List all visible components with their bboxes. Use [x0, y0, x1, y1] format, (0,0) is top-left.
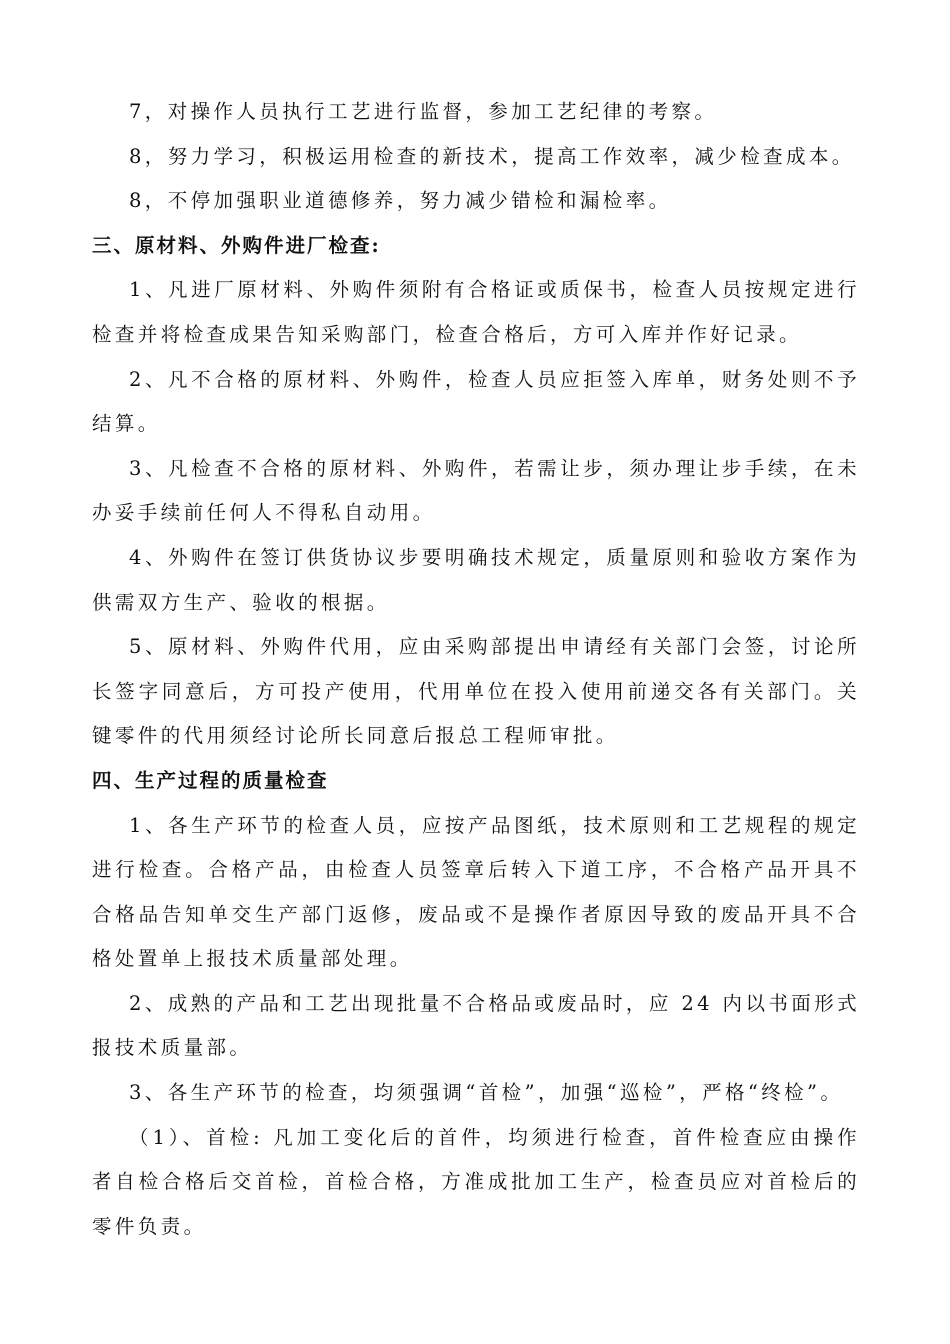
- paragraph-section3-item-1: 1、凡进厂原材料、外购件须附有合格证或质保书，检查人员按规定进行检查并将检查成果告知采购部门，检查合格后，方可入库并作好记录。: [92, 278, 860, 346]
- document-body: [92, 90, 860, 1249]
- section-heading-3: 三、原材料、外购件进厂检查:: [92, 233, 381, 257]
- paragraph-section3-item-3: 3、凡检查不合格的原材料、外购件，若需让步，须办理让步手续，在未办妥手续前任何人不得私自动用。: [92, 456, 860, 525]
- paragraph-section4-item-1: 1、各生产环节的检查人员，应按产品图纸，技术原则和工艺规程的规定进行检查。合格产品，由检查人员签章后转入下道工序，不合格产品开具不合格品告知单交生产部门返修，废品或不是操作者原因导致的废品开具不合格处置单上报技术质量部处理。: [92, 813, 860, 971]
- paragraph-section4-item-3: 3、各生产环节的检查，均须强调“首检”，加强“巡检”，严格“终检”。: [129, 1081, 844, 1105]
- paragraph-first-inspection: （1）、首检: 凡加工变化后的首件，均须进行检查，首件检查应由操作者自检合格后交首检，首检合格，方准成批加工生产，检查员应对首检后的零件负责。: [92, 1125, 860, 1238]
- paragraph-section3-item-5: 5、原材料、外购件代用，应由采购部提出申请经有关部门会签，讨论所长签字同意后，方可投产使用，代用单位在投入使用前递交各有关部门。关键零件的代用须经讨论所长同意后报总工程师审批。: [92, 635, 860, 748]
- section-heading-4: 四、生产过程的质量检查: [92, 768, 329, 792]
- paragraph-item-8-study: 8，努力学习，积极运用检查的新技术，提高工作效率，减少检查成本。: [129, 144, 855, 168]
- paragraph-section4-item-2: 2、成熟的产品和工艺出现批量不合格品或废品时，应 24 内以书面形式报技术质量部。: [92, 991, 860, 1060]
- paragraph-section3-item-4: 4、外购件在签订供货协议步要明确技术规定，质量原则和验收方案作为供需双方生产、验收的根据。: [92, 545, 860, 614]
- paragraph-section3-item-2: 2、凡不合格的原材料、外购件，检查人员应拒签入库单，财务处则不予结算。: [92, 367, 860, 436]
- paragraph-item-7: 7，对操作人员执行工艺进行监督，参加工艺纪律的考察。: [129, 100, 718, 123]
- paragraph-item-8-ethics: 8，不停加强职业道德修养，努力减少错检和漏检率。: [129, 189, 672, 213]
